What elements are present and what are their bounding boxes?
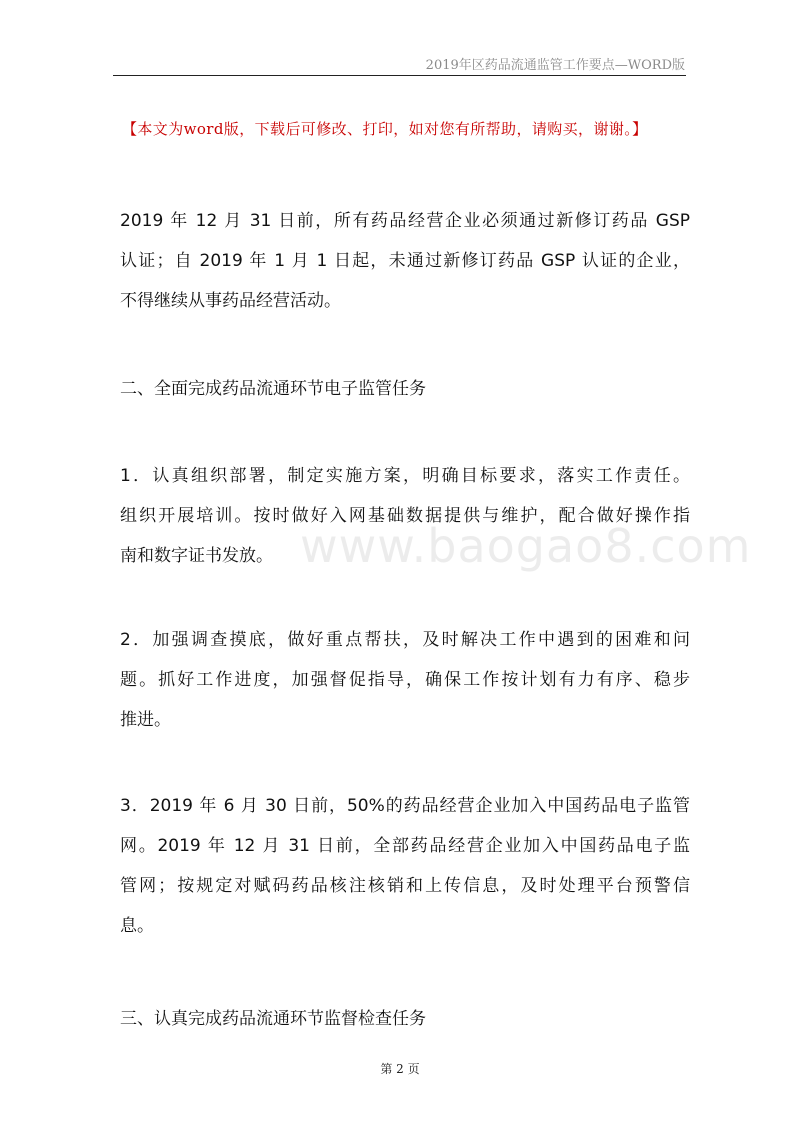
paragraph-line: 网。2019 年 12 月 31 日前，全部药品经营企业加入中国药品电子监 xyxy=(120,836,690,856)
list-item-1 xyxy=(120,456,690,576)
paragraph-line: 推进。 xyxy=(120,710,171,730)
header-divider xyxy=(113,75,686,76)
paragraph-gsp-deadline xyxy=(120,201,690,321)
paragraph-line: 管网；按规定对赋码药品核注核销和上传信息，及时处理平台预警信 xyxy=(120,876,690,896)
page-number: 第 2 页 xyxy=(380,1062,420,1076)
paragraph-line: 2．加强调查摸底，做好重点帮扶，及时解决工作中遇到的困难和问 xyxy=(120,630,690,650)
paragraph-line: 南和数字证书发放。 xyxy=(120,546,273,566)
paragraph-line: 1．认真组织部署，制定实施方案，明确目标要求，落实工作责任。 xyxy=(120,466,690,486)
heading-text: 二、全面完成药品流通环节电子监管任务 xyxy=(120,379,426,399)
paragraph-line: 2019 年 12 月 31 日前，所有药品经营企业必须通过新修订药品 GSP xyxy=(120,211,690,231)
list-item-3 xyxy=(120,786,690,946)
paragraph-line: 息。 xyxy=(120,916,154,936)
list-item-2 xyxy=(120,620,690,740)
page-header-title: 2019年区药品流通监管工作要点—WORD版 xyxy=(425,58,685,73)
section-heading-3 xyxy=(120,999,690,1039)
paragraph-line: 组织开展培训。按时做好入网基础数据提供与维护，配合做好操作指 xyxy=(120,506,690,526)
purchase-notice: 【本文为word版，下载后可修改、打印，如对您有所帮助，请购买，谢谢。】 xyxy=(122,120,648,138)
paragraph-line: 认证；自 2019 年 1 月 1 日起，未通过新修订药品 GSP 认证的企业， xyxy=(120,251,690,271)
heading-text: 三、认真完成药品流通环节监督检查任务 xyxy=(120,1009,426,1029)
paragraph-line: 3．2019 年 6 月 30 日前，50%的药品经营企业加入中国药品电子监管 xyxy=(120,796,690,816)
paragraph-line: 题。抓好工作进度，加强督促指导，确保工作按计划有力有序、稳步 xyxy=(120,670,690,690)
paragraph-line: 不得继续从事药品经营活动。 xyxy=(120,291,341,311)
section-heading-2 xyxy=(120,369,690,409)
watermark: www.baogao8.com xyxy=(300,519,752,573)
